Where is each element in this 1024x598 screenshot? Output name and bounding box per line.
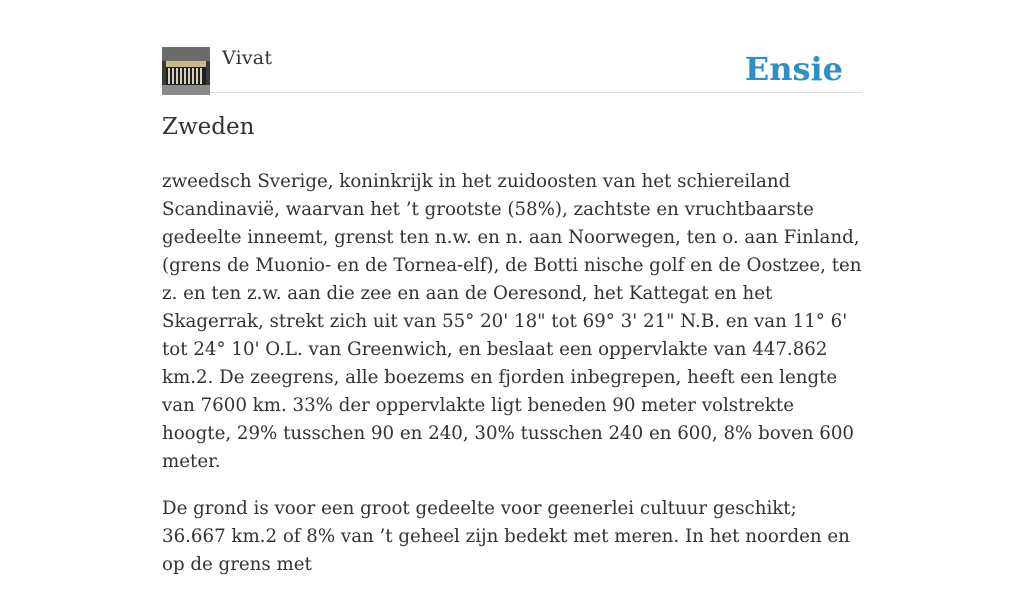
page-container xyxy=(162,0,862,575)
page-header xyxy=(162,0,862,93)
book-spines-avatar-icon[interactable] xyxy=(162,47,210,95)
author-name[interactable]: Vivat xyxy=(222,47,273,69)
brand-logo[interactable]: Ensie xyxy=(744,50,843,88)
article-body xyxy=(162,168,862,598)
article-paragraph: De grond is voor een groot gedeelte voor geenerlei cultuur geschikt; 36.667 km.2 of 8% van ’t geheel zijn bedekt met meren. In het noorden en op de grens met xyxy=(162,498,850,575)
page-title: Zweden xyxy=(162,114,255,140)
article-paragraph: zweedsch Sverige, koninkrijk in het zuidoosten van het schiereiland Scandinavië, waarvan het ’t grootste (58%), zachtste en vruchtbaarste gedeelte inneemt, grenst ten n.w. en n. aan Noorwegen, ten o. aan Finland, (grens de Muonio- en de Tornea-elf), de Botti nische golf en de Oostzee, ten z. en ten z.w. aan die zee en aan de Oeresond, het Kattegat en het Skagerrak, strekt zich uit van 55° 20' 18" tot 69° 3' 21" N.B. en van 11° 6' tot 24° 10' O.L. van Greenwich, en beslaat een oppervlakte van 447.862 km.2. De zeegrens, alle boezems en fjorden inbegrepen, heeft een lengte van 7600 km. 33% der oppervlakte ligt beneden 90 meter volstrekte hoogte, 29% tusschen 90 en 240, 30% tusschen 240 en 600, 8% boven 600 meter. xyxy=(162,171,862,472)
